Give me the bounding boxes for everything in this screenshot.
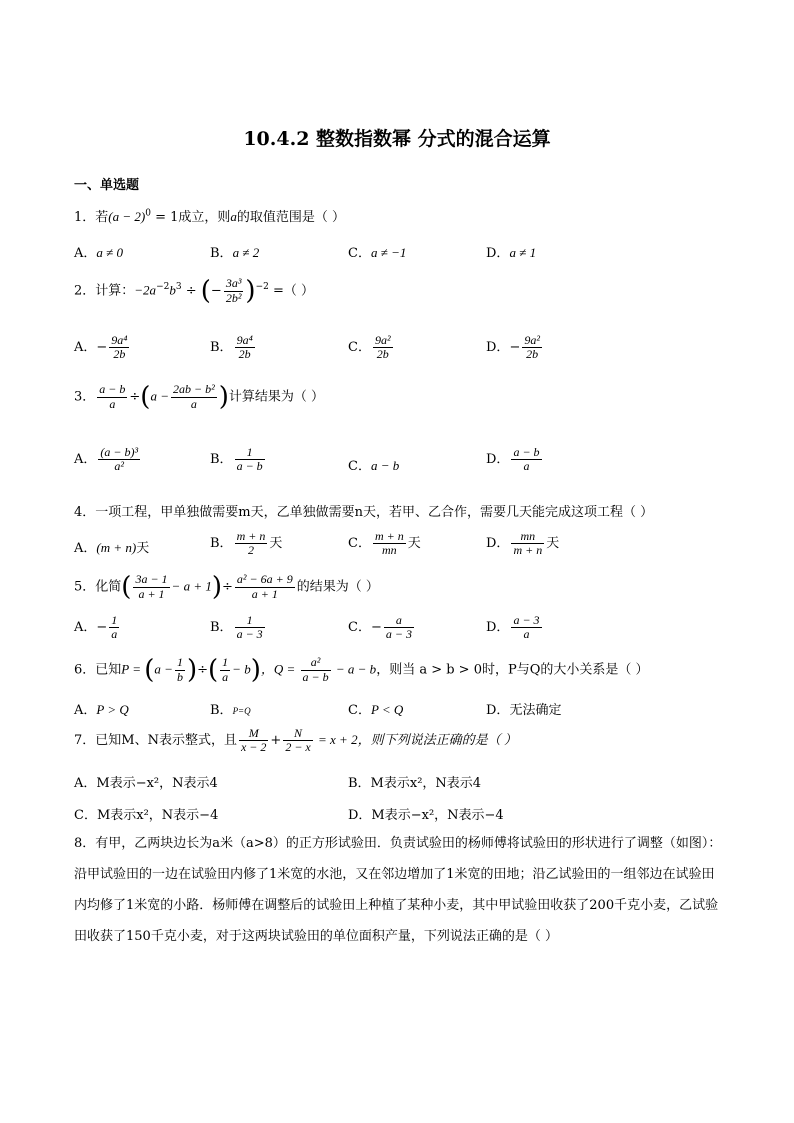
- question-1: 1．若$(a - 2)^0 = 1$成立，则a的取值范围是（ ）: [74, 208, 346, 225]
- q5-option-a[interactable]: A．− $\frac{1}{a}$: [74, 613, 118, 642]
- q1-option-d[interactable]: D．a ≠ 1: [486, 245, 537, 261]
- q7-option-b[interactable]: B．M表示x²，N表示4: [348, 776, 482, 791]
- q5-option-c[interactable]: C．− $\frac{a}{a - 3}$: [348, 613, 412, 642]
- question-4: 4．一项工程，甲单独做需要m天，乙单独做需要n天，若甲、乙合作，需要几天能完成这项工程（ ）: [74, 505, 654, 520]
- question-8: 8．有甲，乙两块边长为a米（a>8）的正方形试验田．负责试验田的杨师傅将试验田的形状进行了调整（如图）：沿甲试验田的一边在试验田内修了1米宽的水池，又在邻边增加了1米宽的田地；沿乙试验田的一组邻边在试验田内均修了1米宽的小路．杨师傅在调整后的试验田上种植了某种小麦，其中甲试验田收获了200千克小麦，乙试验田收获了150千克小麦，对于这两块试验田的单位面积产量，下列说法正确的是（ ）: [74, 836, 722, 944]
- q2-option-b[interactable]: B． $\frac{\text{9a⁴}}{2b}$: [210, 333, 253, 362]
- q6-option-c[interactable]: C．P < Q: [348, 702, 404, 718]
- question-3: 3． $\frac{a - b}{a}$ ÷(a − $\frac{\text{2ab − b²}}{a}$ )计算结果为（ ）: [74, 382, 324, 412]
- q1-option-b[interactable]: B．a ≠ 2: [210, 245, 260, 261]
- q7-option-d[interactable]: D．M表示−x²，N表示−4: [348, 808, 504, 823]
- q5-option-d[interactable]: D． $\frac{a - 3}{a}$: [486, 613, 540, 642]
- q3-option-a[interactable]: A． $\frac{\text{(a − b)³}}{\text{a²}}$: [74, 445, 139, 474]
- q2-option-a[interactable]: A．− $\frac{\text{9a⁴}}{2b}$: [74, 333, 128, 362]
- q1-option-a[interactable]: A．a ≠ 0: [74, 245, 124, 261]
- q3-option-d[interactable]: D． $\frac{a - b}{a}$: [486, 445, 540, 474]
- q5-option-b[interactable]: B． $\frac{1}{a - 3}$: [210, 613, 263, 642]
- q6-option-b[interactable]: B．P=Q: [210, 703, 251, 718]
- q2-option-c[interactable]: C． $\frac{\text{9a²}}{2b}$: [348, 333, 391, 362]
- q6-option-d[interactable]: D．无法确定: [486, 703, 562, 718]
- q4-option-a[interactable]: A．(m + n)天: [74, 540, 150, 556]
- question-2: 2．计算：$-2a^{-2}b^3$ ÷ (− $\frac{\text{3a³}}{\text{2b²}}$ )$^{-2}$ =（ ）: [74, 276, 315, 306]
- q6-option-a[interactable]: A．P > Q: [74, 702, 129, 718]
- q2-option-d[interactable]: D．− $\frac{\text{9a²}}{2b}$: [486, 333, 540, 362]
- q4-option-c[interactable]: C． $\frac{m + n}{mn}$ 天: [348, 529, 421, 558]
- question-5: 5．化简( $\frac{3a - 1}{a + 1}$ − a + 1)÷ $\frac{\text{a² − 6a + 9}}{a + 1}$ 的结果为（ ）: [74, 572, 379, 602]
- q7-option-a[interactable]: A．M表示−x²，N表示4: [74, 776, 218, 791]
- q3-option-b[interactable]: B． $\frac{1}{a - b}$: [210, 445, 263, 474]
- q3-option-c[interactable]: C．a − b: [348, 458, 400, 474]
- q7-option-c[interactable]: C．M表示x²，N表示−4: [74, 808, 219, 823]
- question-6: 6．已知P = (a − $\frac{1}{b}$ )÷( $\frac{1}{a}$ − b)，Q = $\frac{\text{a²}}{a - b}$ − a − b，则当 a > b > 0时，P与Q的大小关系是（ ）: [74, 655, 649, 685]
- section-heading: 一、单选题: [74, 178, 140, 193]
- question-7: 7．已知M、N表示整式，且 $\frac{M}{x - 2}$ + $\frac{N}{2 - x}$ = x + 2，则下列说法正确的是（ ）: [74, 726, 517, 755]
- q1-option-c[interactable]: C．a ≠ −1: [348, 245, 407, 261]
- page-title: 10.4.2 整数指数幂 分式的混合运算: [243, 128, 551, 150]
- q4-option-b[interactable]: B． $\frac{m + n}{2}$ 天: [210, 529, 283, 558]
- q4-option-d[interactable]: D． $\frac{mn}{m + n}$ 天: [486, 529, 560, 558]
